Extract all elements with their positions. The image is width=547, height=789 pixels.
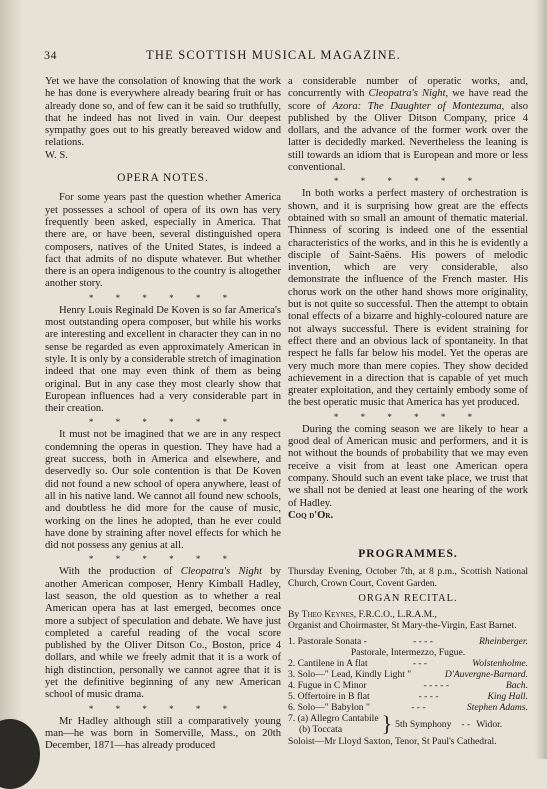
- leader-dots: - - - - -: [423, 680, 450, 692]
- opera-notes-continued-paragraph: [288, 76, 528, 174]
- page-number: 34: [44, 48, 57, 62]
- item-movements: Pastorale, Intermezzo, Fugue.: [350, 647, 466, 659]
- item-title: 2. Cantilene in A flat: [288, 658, 368, 670]
- opera-notes-paragraph-4: [45, 566, 281, 701]
- section-divider-stars: * * * * * *: [88, 292, 238, 303]
- programme-item: [288, 691, 528, 702]
- opera-notes-paragraph-5: Mr Hadley although still a comparatively young man—he was born in Somerville, Mass., on 20th December, 1871—has already produced: [45, 715, 281, 752]
- opera-notes-paragraph-1: For some years past the question whether America yet possesses a school of opera of its own has very frequently been asked, especially in America. That there are, or have been, several distinguished opera composers, natives of the United States, is indeed a fact that admits of no dispute whatever. But whether there is an opera indigenous to the country is altogether another story.: [45, 192, 281, 290]
- page-header: [0, 48, 547, 64]
- programme-item: [288, 636, 528, 647]
- text-run: by another American composer, Henry Kimball Hadley, last season, the old question as to whether a real American opera has at last emerged, becomes once more a subject of speculation and debate. We have just completed a careful reading of the vocal score published by the Oliver Ditson Co., Boston, price 4 dollars, and while we freely admit that it is a work of high distinction, personally we cannot agree that it is yet the definitive beginning of any new American school of music drama.: [45, 566, 281, 701]
- programme-item: [288, 669, 528, 680]
- programme-soloist: Soloist—Mr Lloyd Saxton, Tenor, St Paul's Cathedral.: [288, 736, 497, 748]
- item-title: 3. Solo—" Lead, Kindly Light ": [288, 669, 412, 681]
- opera-title-cleopatras-night: Cleopatra's Night,: [368, 88, 449, 100]
- page-gutter-shadow: [0, 0, 22, 759]
- item-7-part-a: 7. (a) Allegro Cantabile: [288, 713, 379, 725]
- performer-role: Organist and Choirmaster, St Mary-the-Virgin, East Barnet.: [288, 619, 517, 631]
- leader-dots: - - - -: [412, 636, 433, 648]
- item-7-part-b: (b) Toccata: [299, 724, 343, 736]
- intro-paragraph: Yet we have the consolation of knowing that the work he has done is everywhere already bearing fruit or has already done so, and of few can it be said so truthfully, that he indeed has not lived in vain. Our deepest sympathy goes out to his greatly bereaved widow and relations.: [45, 76, 281, 149]
- item-composer: Stephen Adams.: [466, 702, 528, 714]
- programme-performer: [288, 609, 528, 620]
- running-title: THE SCOTTISH MUSICAL MAGAZINE.: [146, 48, 401, 62]
- opera-notes-paragraph-3: It must not be imagined that we are in any respect condemning the operas in question. They have had a great success, both in America and elsewhere, and deservedly so. Our sole contention is that De Koven did not found a new school of opera anywhere, least of all in his native land. We cannot all found new schools, and doubtless he did more for the cause of music, working on the lines he adopted, than he ever could have done by straining after novel effects for which he did not possess any genius at all.: [45, 429, 281, 552]
- opera-notes-paragraph-orchestration: In both works a perfect mastery of orchestration is shown, and it is surprising how great are the effects obtained with so small an amount of thematic material. Thinness of scoring is indeed one of the essential characteristics of the works, and in this he is evidently a disciple of Saint-Saëns. His powers of melodic invention, which are very considerable, also demonstrate the influence of the French master. His chorus work on the other hand shows more originality, but is not quite so successful. Then the attempt to obtain tonal effects of a bizarre and highly-coloured nature are not always successful. There is evident straining for effect there and an obvious lack of spontaneity. In that respect he falls far below his model. Yet the operas are very much more than mere copies. They show decided achievement in a direction that is capable of yet much greater exploitation, and they certainly embody some of the best operatic music that America has yet produced.: [288, 188, 528, 409]
- item-title: 1. Pastorale Sonata -: [288, 636, 367, 648]
- item-composer: Wolstenholme.: [472, 658, 528, 670]
- item-title: 6. Solo—" Babylon ": [288, 702, 370, 714]
- section-heading-programmes: PROGRAMMES.: [358, 548, 458, 561]
- text-run: With the production of: [59, 566, 181, 578]
- opera-title-cleopatras-night: Cleopatra's Night: [180, 566, 263, 578]
- performer-name: Theo Keynes: [301, 608, 354, 620]
- programme-item: [288, 702, 528, 713]
- section-divider-stars: * * * * * *: [88, 417, 238, 428]
- text-run: also published by the Oliver Ditson Company, price 4 dollars, and the advance of the former work over the latter is decidedly marked. Nevertheless the leaning is still towards an idiom that is European and more or less conventional.: [288, 100, 528, 174]
- item-composer: Widor.: [476, 718, 503, 730]
- page-edge-shadow: [535, 0, 547, 759]
- section-divider-stars: * * * * * *: [333, 176, 483, 187]
- author-signature: W. S.: [45, 149, 68, 161]
- programme-recital-title: ORGAN RECITAL.: [358, 593, 458, 605]
- text-run: we have read the score of: [288, 88, 528, 112]
- item-composer: Rheinberger.: [479, 636, 528, 648]
- programme-list: [288, 636, 528, 747]
- left-column: [45, 76, 281, 753]
- opera-notes-paragraph-coming-season: During the coming season we are likely to hear a good deal of American music and performers, and it is not without the bounds of probability that we may even receive a visit from at least one American opera company. Should such an event take place, we trust that we shall not be denied at least one hearing of the work of Hadley.: [288, 423, 528, 509]
- performer-qualifications: , F.R.C.O., L.R.A.M.,: [353, 608, 437, 620]
- section-divider-stars: * * * * * *: [333, 411, 483, 422]
- leader-dots: - - -: [411, 702, 426, 714]
- text-run: a considerable number of operatic works, and, concurrently with: [288, 76, 528, 100]
- leader-dots: - - - -: [418, 691, 439, 703]
- item-title: 5. Offertoire in B flat: [288, 691, 370, 703]
- scan-thumb-shadow: [0, 719, 40, 789]
- programme-item: [288, 658, 528, 669]
- author-signoff: Coq d'Or.: [288, 509, 334, 521]
- item-7-parts: [288, 713, 379, 735]
- brace-symbol: }: [381, 711, 393, 737]
- section-divider-stars: * * * * * *: [88, 703, 238, 714]
- item-title: 4. Fugue in C Minor: [288, 680, 367, 692]
- programme-venue: Thursday Evening, October 7th, at 8 p.m., Scottish National Church, Crown Court, Covent Garden.: [288, 566, 528, 589]
- section-heading-opera-notes: OPERA NOTES.: [117, 172, 209, 185]
- opera-notes-paragraph-2: Henry Louis Reginald De Koven is so far America's most outstanding opera composer, but while his works are interesting and excellent in character they can in no sense be regarded as even approximately American in style. It is only by a considerable stretch of imagination indeed that one may even think of them as being original. But in any case they most clearly show that European influences had a very considerable part in their creation.: [45, 304, 281, 415]
- section-divider-stars: * * * * * *: [88, 554, 238, 565]
- programme-item-7: [288, 713, 528, 735]
- leader-dots: - - -: [412, 658, 428, 670]
- item-composer: King Hall.: [487, 691, 528, 703]
- item-composer: Bach.: [505, 680, 528, 692]
- right-column: [288, 76, 528, 747]
- leader-dots: - -: [461, 718, 471, 730]
- programme-item: [288, 680, 528, 691]
- opera-title-azora: Azora: The Daughter of Montezuma,: [332, 100, 505, 112]
- text-run: By: [288, 608, 302, 620]
- item-composer: D'Auvergne-Barnard.: [444, 669, 528, 681]
- item-7-source: 5th Symphony: [395, 718, 452, 730]
